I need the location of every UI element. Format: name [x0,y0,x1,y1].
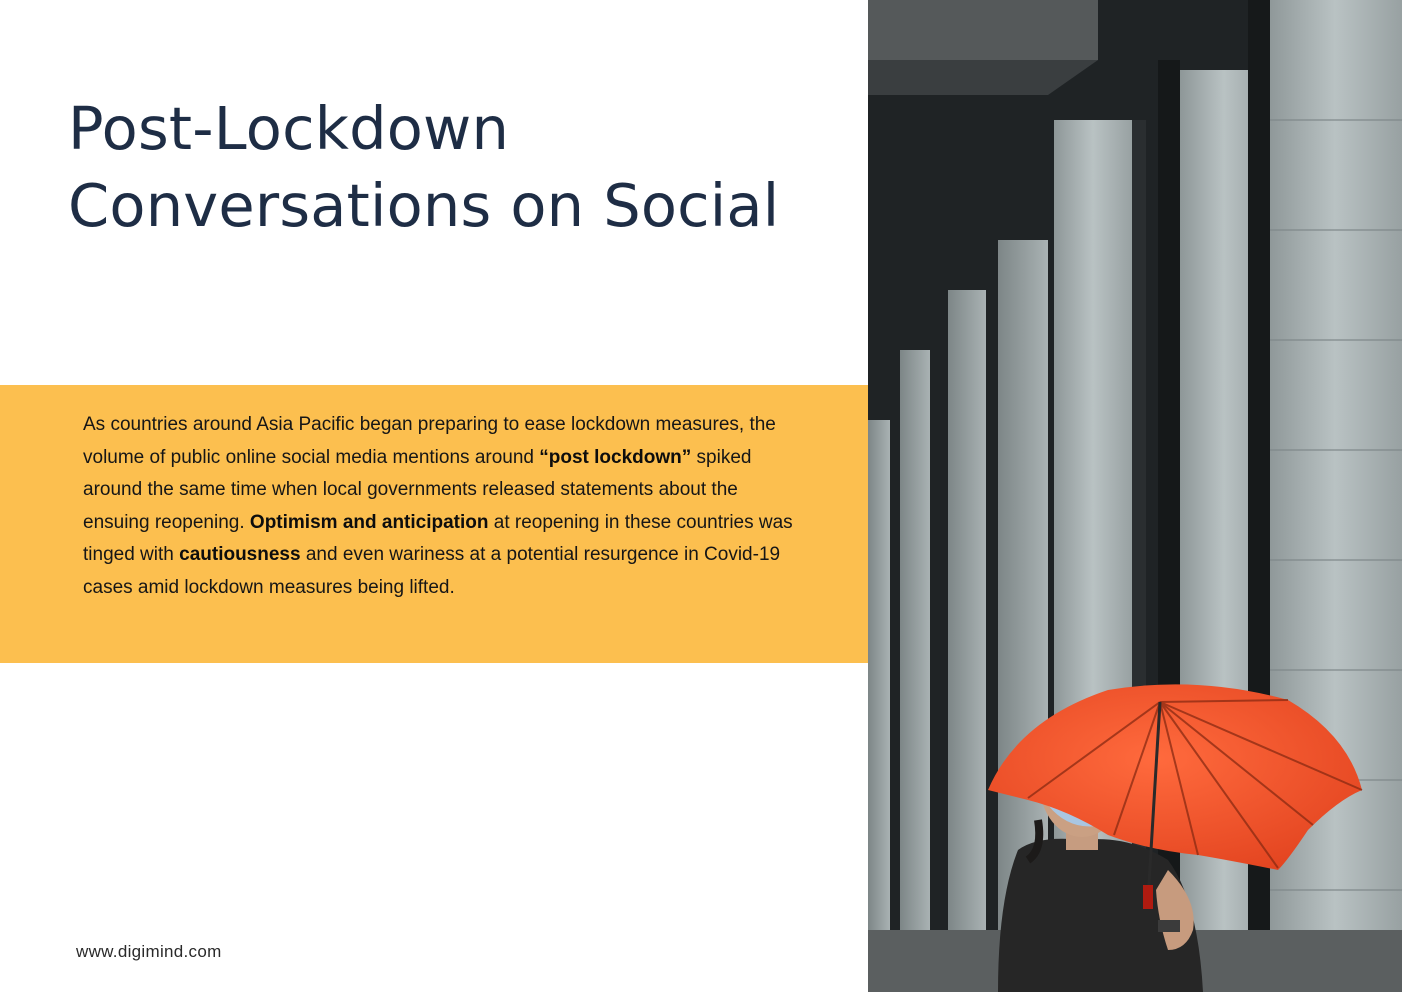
page-title-line-2: Conversations on Social [68,171,780,240]
page-title [68,90,858,244]
body-bold-optimism: Optimism and anticipation [249,511,489,533]
highlight-band [0,385,868,663]
intro-paragraph [83,409,803,604]
hero-photo [868,0,1402,992]
body-text-1: As countries around Asia Pacific began preparing to ease lockdown measures, the volume of public online social media mentions around [83,414,776,468]
body-bold-cautiousness: cautiousness [179,544,301,565]
body-text-4: and even wariness at a potential resurgence in Covid-19 cases amid lockdown measures being lifted. [83,544,781,598]
page-title-line-1: Post-Lockdown [68,94,510,163]
body-text-3: at reopening in these countries was tinged with [83,511,793,565]
footer-url[interactable]: www.digimind.com [76,942,222,961]
masked-woman-umbrella-icon [868,0,1402,992]
body-text-2: spiked around the same time when local governments released statements about the ensuing reopening. [83,446,752,533]
body-bold-post-lockdown: “post lockdown” [539,446,692,468]
